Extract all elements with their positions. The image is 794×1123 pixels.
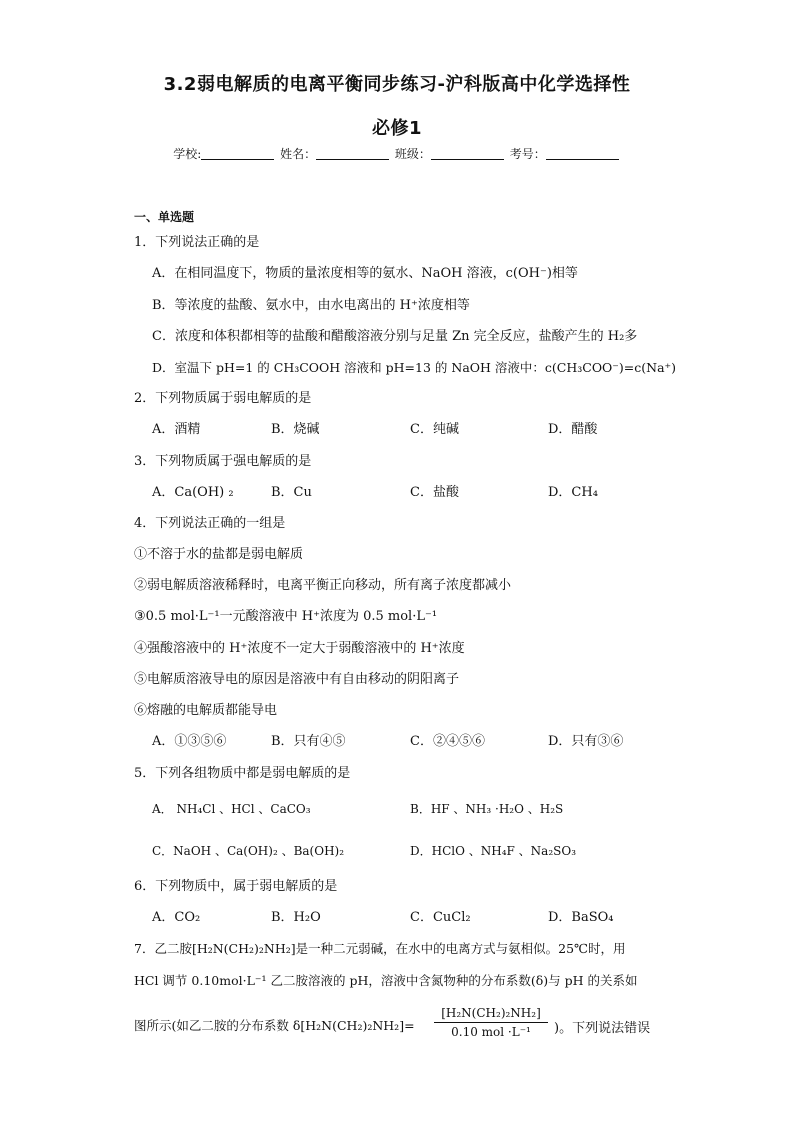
q1-option-b: B．等浓度的盐酸、氨水中，由水电离出的 H⁺浓度相等 <box>152 298 470 313</box>
document-title-line1: 3.2弱电解质的电离平衡同步练习-沪科版高中化学选择性 <box>163 74 631 95</box>
student-info-row <box>0 145 794 162</box>
fraction-numerator: [H₂N(CH₂)₂NH₂] <box>434 1006 548 1023</box>
q5-stem: 5．下列各组物质中都是弱电解质的是 <box>134 766 351 781</box>
q7-line-2: HCl 调节 0.10mol·L⁻¹ 乙二胺溶液的 pH，溶液中含氮物种的分布系数(δ)与 pH 的关系如 <box>134 973 638 988</box>
q3-option-b: B．Cu <box>271 485 312 500</box>
school-blank[interactable] <box>201 147 274 160</box>
document-title-line2: 必修1 <box>371 118 423 139</box>
q6-option-a: A．CO₂ <box>152 910 201 925</box>
q6-stem: 6．下列物质中，属于弱电解质的是 <box>134 879 338 894</box>
q2-stem: 2．下列物质属于弱电解质的是 <box>134 391 312 406</box>
q5-option-d: D．HClO 、NH₄F 、Na₂SO₃ <box>410 844 577 858</box>
q7-line-3-end: )。下列说法错误 <box>554 1021 651 1036</box>
q3-option-a: A．Ca(OH) ₂ <box>152 485 234 500</box>
q5-option-a: A． NH₄Cl 、HCl 、CaCO₃ <box>152 802 311 816</box>
q2-option-b: B．烧碱 <box>271 422 320 437</box>
name-blank[interactable] <box>316 147 389 160</box>
q4-statement-2: ②弱电解质溶液稀释时，电离平衡正向移动，所有离子浓度都减小 <box>134 578 512 593</box>
section-heading: 一、单选题 <box>134 210 195 224</box>
q1-option-d: D．室温下 pH=1 的 CH₃COOH 溶液和 pH=13 的 NaOH 溶液中：c(CH₃COO⁻)=c(Na⁺) <box>152 360 676 375</box>
name-label: 姓名： <box>280 147 317 161</box>
q4-statement-1: ①不溶于水的盐都是弱电解质 <box>134 547 304 562</box>
exam-no-label: 考号： <box>509 147 546 161</box>
q1-option-c: C．浓度和体积都相等的盐酸和醋酸溶液分别与足量 Zn 完全反应，盐酸产生的 H₂多 <box>152 329 638 344</box>
q4-statement-5: ⑤电解质溶液导电的原因是溶液中有自由移动的阴阳离子 <box>134 672 460 687</box>
q4-option-d: D．只有③⑥ <box>548 734 624 749</box>
q2-option-c: C．纯碱 <box>410 422 459 437</box>
q4-statement-4: ④强酸溶液中的 H⁺浓度不一定大于弱酸溶液中的 H⁺浓度 <box>134 641 465 656</box>
fraction-denominator: 0.10 mol ·L⁻¹ <box>451 1025 531 1039</box>
q4-option-a: A．①③⑤⑥ <box>152 734 227 749</box>
q1-option-a: A．在相同温度下，物质的量浓度相等的氨水、NaOH 溶液，c(OH⁻)相等 <box>152 266 578 281</box>
q4-option-b: B．只有④⑤ <box>271 734 346 749</box>
q3-option-d: D．CH₄ <box>548 485 598 500</box>
q7-line-1: 7．乙二胺[H₂N(CH₂)₂NH₂]是一种二元弱碱，在水中的电离方式与氨相似。25℃时，用 <box>134 941 626 956</box>
q6-option-d: D．BaSO₄ <box>548 910 614 925</box>
q2-option-d: D．醋酸 <box>548 422 598 437</box>
q2-option-a: A．酒精 <box>152 422 201 437</box>
q6-option-c: C．CuCl₂ <box>410 910 471 925</box>
q3-stem: 3．下列物质属于强电解质的是 <box>134 454 312 469</box>
q6-option-b: B．H₂O <box>271 910 321 925</box>
q4-statement-3: ③0.5 mol·L⁻¹一元酸溶液中 H⁺浓度为 0.5 mol·L⁻¹ <box>134 609 438 624</box>
class-blank[interactable] <box>431 147 504 160</box>
distribution-coefficient-fraction <box>434 1006 548 1039</box>
school-label: 学校: <box>173 147 202 161</box>
q7-line-3: 图所示(如乙二胺的分布系数 δ[H₂N(CH₂)₂NH₂]= <box>134 1018 415 1033</box>
class-label: 班级： <box>394 147 431 161</box>
q5-option-b: B．HF 、NH₃ ·H₂O 、H₂S <box>410 802 564 816</box>
q5-option-c: C．NaOH 、Ca(OH)₂ 、Ba(OH)₂ <box>152 844 345 858</box>
q1-stem: 1．下列说法正确的是 <box>134 235 260 250</box>
q4-statement-6: ⑥熔融的电解质都能导电 <box>134 703 278 718</box>
exam-no-blank[interactable] <box>546 147 619 160</box>
q4-option-c: C．②④⑤⑥ <box>410 734 485 749</box>
q3-option-c: C．盐酸 <box>410 485 459 500</box>
q4-stem: 4．下列说法正确的一组是 <box>134 516 286 531</box>
